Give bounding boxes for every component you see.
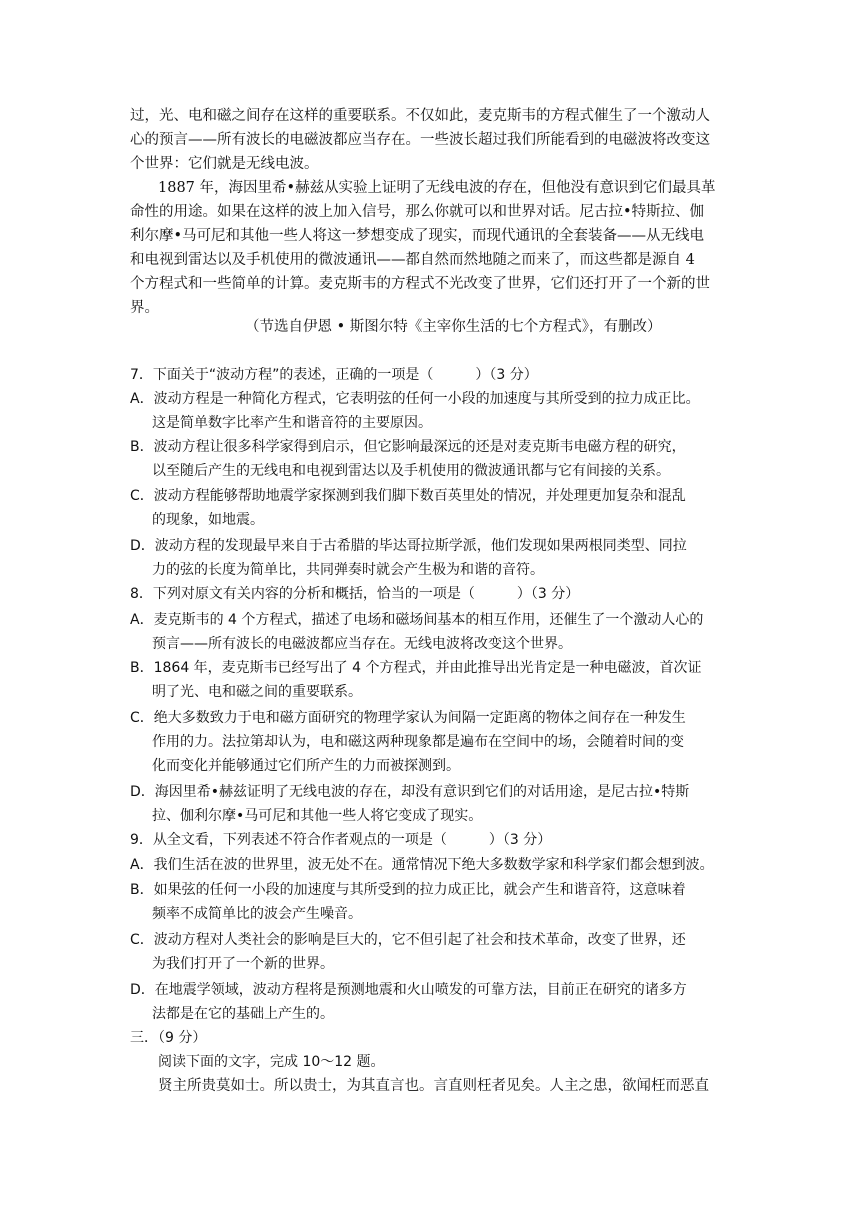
section-3-instruction: 阅读下面的文字，完成 10～12 题。 (158, 1054, 385, 1070)
question-9-option-c: C．波动方程对人类社会的影响是巨大的，它不但引起了社会和技术革命，改变了世界，还 (130, 932, 686, 948)
question-7-stem: 7．下面关于“波动方程”的表述，正确的一项是（ ）（3 分） (130, 367, 538, 383)
question-8-option-b: B．1864 年，麦克斯韦已经写出了 4 个方程式，并由此推导出光肯定是一种电磁波，首次证 (130, 660, 702, 676)
question-9-option-b-cont: 频率不成简单比的波会产生噪音。 (152, 906, 362, 922)
passage-line: 利尔摩•马可尼和其他一些人将这一梦想变成了现实，而现代通讯的全套装备——从无线电 (130, 228, 705, 244)
question-7-option-b: B．波动方程让很多科学家得到启示，但它影响最深远的还是对麦克斯韦电磁方程的研究， (130, 439, 686, 455)
passage-line: 过，光、电和磁之间存在这样的重要联系。不仅如此，麦克斯韦的方程式催生了一个激动人 (130, 108, 710, 124)
passage-line: 命性的用途。如果在这样的波上加入信号，那么你就可以和世界对话。尼古拉•特斯拉、伽 (130, 204, 705, 220)
question-7-option-a-cont: 这是简单数字比率产生和谐音符的主要原因。 (152, 415, 432, 431)
question-7-option-c-cont: 的现象，如地震。 (152, 512, 264, 528)
passage-line: 心的预言——所有波长的电磁波都应当存在。一些波长超过我们所能看到的电磁波将改变这 (130, 132, 710, 148)
passage-line: 个方程式和一些简单的计算。麦克斯韦的方程式不光改变了世界，它们还打开了一个新的世 (130, 276, 710, 292)
question-7-option-b-cont: 以至随后产生的无线电和电视到雷达以及手机使用的微波通讯都与它有间接的关系。 (152, 463, 670, 479)
question-9-stem: 9．从全文看，下列表述不符合作者观点的一项是（ ）（3 分） (130, 832, 552, 848)
question-8-option-d: D．海因里希•赫兹证明了无线电波的存在，却没有意识到它们的对话用途，是尼古拉•特斯 (130, 784, 690, 800)
question-8-option-c: C．绝大多数致力于电和磁方面研究的物理学家认为间隔一定距离的物体之间存在一种发生 (130, 710, 686, 726)
passage-line: 1887 年，海因里希•赫兹从实验上证明了无线电波的存在，但他没有意识到它们最具革 (158, 180, 716, 196)
question-9-option-d: D．在地震学领域，波动方程将是预测地震和火山喷发的可靠方法，目前正在研究的诸多方 (130, 982, 687, 998)
classical-text-line: 贤主所贵莫如士。所以贵士，为其直言也。言直则枉者见矣。人主之患，欲闻枉而恶直 (158, 1078, 709, 1094)
question-8-option-a: A．麦克斯韦的 4 个方程式，描述了电场和磁场间基本的相互作用，还催生了一个激动人心的 (130, 612, 704, 628)
question-8-option-b-cont: 明了光、电和磁之间的重要联系。 (152, 684, 362, 700)
passage-line: 个世界：它们就是无线电波。 (130, 156, 319, 172)
question-7-option-a: A．波动方程是一种简化方程式，它表明弦的任何一小段的加速度与其所受到的拉力成正比。 (130, 391, 700, 407)
passage-line: 和电视到雷达以及手机使用的微波通讯——都自然而然地随之而来了，而这些都是源自 4 (130, 252, 695, 268)
question-7-option-d-cont: 力的弦的长度为简单比，共同弹奏时就会产生极为和谐的音符。 (152, 562, 544, 578)
section-3-heading: 三．（9 分） (130, 1030, 207, 1046)
question-9-option-c-cont: 为我们打开了一个新的世界。 (152, 956, 334, 972)
passage-line: 界。 (130, 300, 159, 316)
passage-source: （节选自伊恩 • 斯图尔特《主宰你生活的七个方程式》，有删改） (245, 319, 662, 335)
question-8-option-c-cont: 作用的力。法拉第却认为，电和磁这两种现象都是遍布在空间中的场，会随着时间的变 (152, 734, 684, 750)
question-8-option-c-cont: 化而变化并能够通过它们所产生的力而被探测到。 (152, 758, 460, 774)
question-9-option-d-cont: 法都是在它的基础上产生的。 (152, 1006, 334, 1022)
question-8-option-a-cont: 预言——所有波长的电磁波都应当存在。无线电波将改变这个世界。 (152, 636, 572, 652)
question-7-option-d: D．波动方程的发现最早来自于古希腊的毕达哥拉斯学派，他们发现如果两根同类型、同拉 (130, 538, 687, 554)
question-8-option-d-cont: 拉、伽利尔摩•马可尼和其他一些人将它变成了现实。 (152, 808, 483, 824)
question-8-stem: 8．下列对原文有关内容的分析和概括，恰当的一项是（ ）（3 分） (130, 586, 580, 602)
question-9-option-b: B．如果弦的任何一小段的加速度与其所受到的拉力成正比，就会产生和谐音符，这意味着 (130, 882, 686, 898)
question-7-option-c: C．波动方程能够帮助地震学家探测到我们脚下数百英里处的情况，并处理更加复杂和混乱 (130, 488, 686, 504)
question-9-option-a: A．我们生活在波的世界里，波无处不在。通常情况下绝大多数数学家和科学家们都会想到波。 (130, 857, 714, 873)
